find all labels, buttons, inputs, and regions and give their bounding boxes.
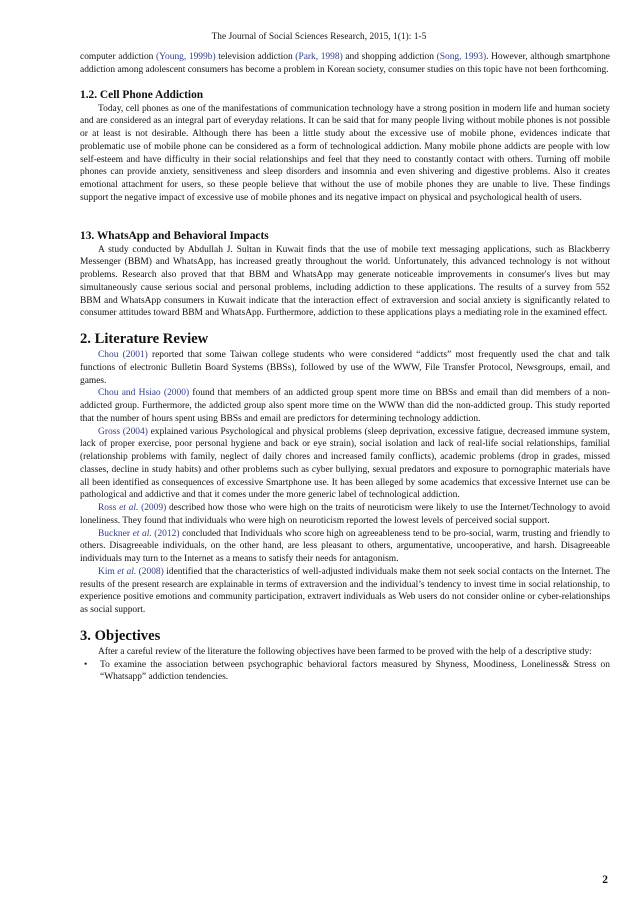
citation-ross-etal: et al. [119,503,139,513]
lit-text-buckner: concluded that Individuals who score high on agreeableness tend to be pro-social, warm, trusting and friendly to others. Disagreeable individuals, on the other hand, are less pleasant to others, argumentative, uncooperative, and harsh. Disagreeable individuals may turn to the Internet as a means to satisfy their needs for antagonism. [80,528,610,564]
citation-buckner-author: Buckner [98,528,133,539]
citation-young[interactable]: (Young, 1999b) [156,52,216,62]
section-gap [80,205,610,218]
whatsapp-heading: 13. WhatsApp and Behavioral Impacts [80,229,269,242]
lit-paragraph-chou [80,349,610,387]
citation-ross-author: Ross [98,503,120,513]
page-number: 2 [602,874,608,886]
citation-kim-author: Kim [98,566,118,577]
whatsapp-paragraph: A study conducted by Abdullah J. Sultan in Kuwait finds that the use of mobile text messaging applications, such as Blackberry Messenger (BBM) and WhatsApp, has increased greatly throughout the world. Unfortunately, this advanced technology is not without problems. Research also proved that that BBM and WhatsApp may generate noticeable improvements in consumer's lives but may simultaneously cause serious social and personal problems, including addiction to these applications. The results of a survey from 552 BBM and WhatsApp consumers in Kuwait indicate that the interaction effect of extraversion and social anxiety is significantly related to consumer attitudes toward BBM and WhatsApp. Furthermore, addiction to these applications plays a mediating role in the examined effect. [80,244,610,319]
citation-ross-year: (2009) [138,503,167,513]
running-head: The Journal of Social Sciences Research, 2015, 1(1): 1-5 [211,31,427,41]
lit-text-kim: identified that the characteristics of well-adjusted individuals make them not seek social contacts on the Internet. The results of the present research are explainable in terms of extraversion and the individual’s tendency to invest time in social relationship, to experience positive emotions and community participation, extravert individuals as Web users do not consider online or cyber-relationships as social support. [80,566,610,615]
lit-paragraph-buckner [80,528,610,566]
list-item [80,659,610,685]
intro-text-4: . However, although smartphone addiction among adolescent consumers has become a problem in Korean society, consumer studies on this topic have not been forthcoming. [80,52,610,75]
objectives-list [80,659,610,685]
citation-song[interactable]: (Song, 1993) [436,52,487,62]
citation-buckner-etal: et al. [132,528,152,539]
lit-paragraph-kim [80,566,610,617]
objective-text: To examine the association between psychographic behavioral factors measured by Shyness, Moodiness, Loneliness& Stress on “Whatsapp” addiction tendencies. [100,659,610,683]
literature-review-heading: 2. Literature Review [80,331,209,347]
citation-ross-2009[interactable] [98,503,166,513]
lit-text-chou-hsiao: found that members of an addicted group spent more time on BBSs and email than did members of a non-addicted group. Furthermore, the addicted group also spent more time on the WWW than did the non-addicted group. This study reported that the number of hours spent using BBSs and email are predictors for determining technology addiction. [80,388,611,424]
objectives-heading: 3. Objectives [80,627,161,644]
intro-paragraph [80,51,610,77]
cell-phone-paragraph: Today, cell phones as one of the manifestations of communication technology have a strong position in modern life and human society and are considered as an integral part of everyday relations. It can be said that for many people living without mobile phones is not possible or at least is not desirable. Although there has been a little study about the excessive use of mobile phone, evidences indicate that problematic use of mobile phone can be considered as a form of technological addiction. Many mobile phone addicts are people with low self-esteem and have difficulty in their social relationships and feel that they need to constantly contact with others. Turning off mobile phones can provide anxiety, sensitiveness and sleep disorders and insomnia and even shivering and digestive problems. Also it creates emotional attachment for users, so these people believe that without the use of mobile phones they are unable to live. These findings support the negative impact of excessive use of mobile phones and its negative impact on physical and psychological health of users. [80,103,610,203]
citation-kim-2008[interactable] [98,567,164,577]
intro-text-1: computer addiction [80,52,156,62]
citation-kim-year: (2008) [136,566,164,577]
lit-text-chou: reported that some Taiwan college students who were considered “addicts” most frequently used the chat and talk functions of electronic Bulletin Board Systems (BBSs), followed by use of the WWW, File Transfer Protocol, Newsgroups, email, and games. [80,350,610,386]
intro-text-3: and shopping addiction [342,52,437,62]
cell-phone-heading: 1.2. Cell Phone Addiction [80,88,204,101]
citation-kim-etal: et al. [117,566,137,577]
lit-paragraph-gross [80,426,610,503]
citation-park[interactable]: (Park, 1998) [295,52,343,62]
citation-chou-hsiao-2000[interactable]: Chou and Hsiao (2000) [98,388,190,399]
lit-paragraph-chou-hsiao [80,387,610,425]
citation-gross-2004[interactable]: Gross (2004) [98,426,148,437]
intro-text-2: television addiction [215,52,296,62]
bullet-icon: • [84,659,88,670]
article-body [80,51,610,684]
citation-buckner-2012[interactable] [98,529,179,539]
citation-buckner-year: (2012) [151,528,180,539]
lit-paragraph-ross [80,502,610,528]
lit-text-ross: described how those who were high on the traits of neuroticism were likely to use the Internet/Technology to avoid loneliness. They found that individuals who were high on neuroticism reported the lowest levels of perceived social support. [80,503,610,526]
objectives-intro: After a careful review of the literature the following objectives have been farmed to be proved with the help of a descriptive study: [98,646,592,657]
citation-chou-2001[interactable]: Chou (2001) [98,350,148,360]
lit-text-gross: explained various Psychological and physical problems (sleep deprivation, excessive fatigue, decreased immune system, lack of proper exercise, poor personal hygiene and back or eye strain), social isolation and lack of real-life social relationships, familial (relationship problems with family, neglect of daily chores and increased family conflicts), academic problems (drop in grades, missed classes, decline in study habits) and other problems such as cyber bullying, sexual predators and exposure to pornographic materials have all been identified as consequences of excessive Smartphone use. It has been alleged by some academics that excessive Internet use can be pathological and addictive and that it comes under the more generic label of technological addiction. [80,426,610,501]
